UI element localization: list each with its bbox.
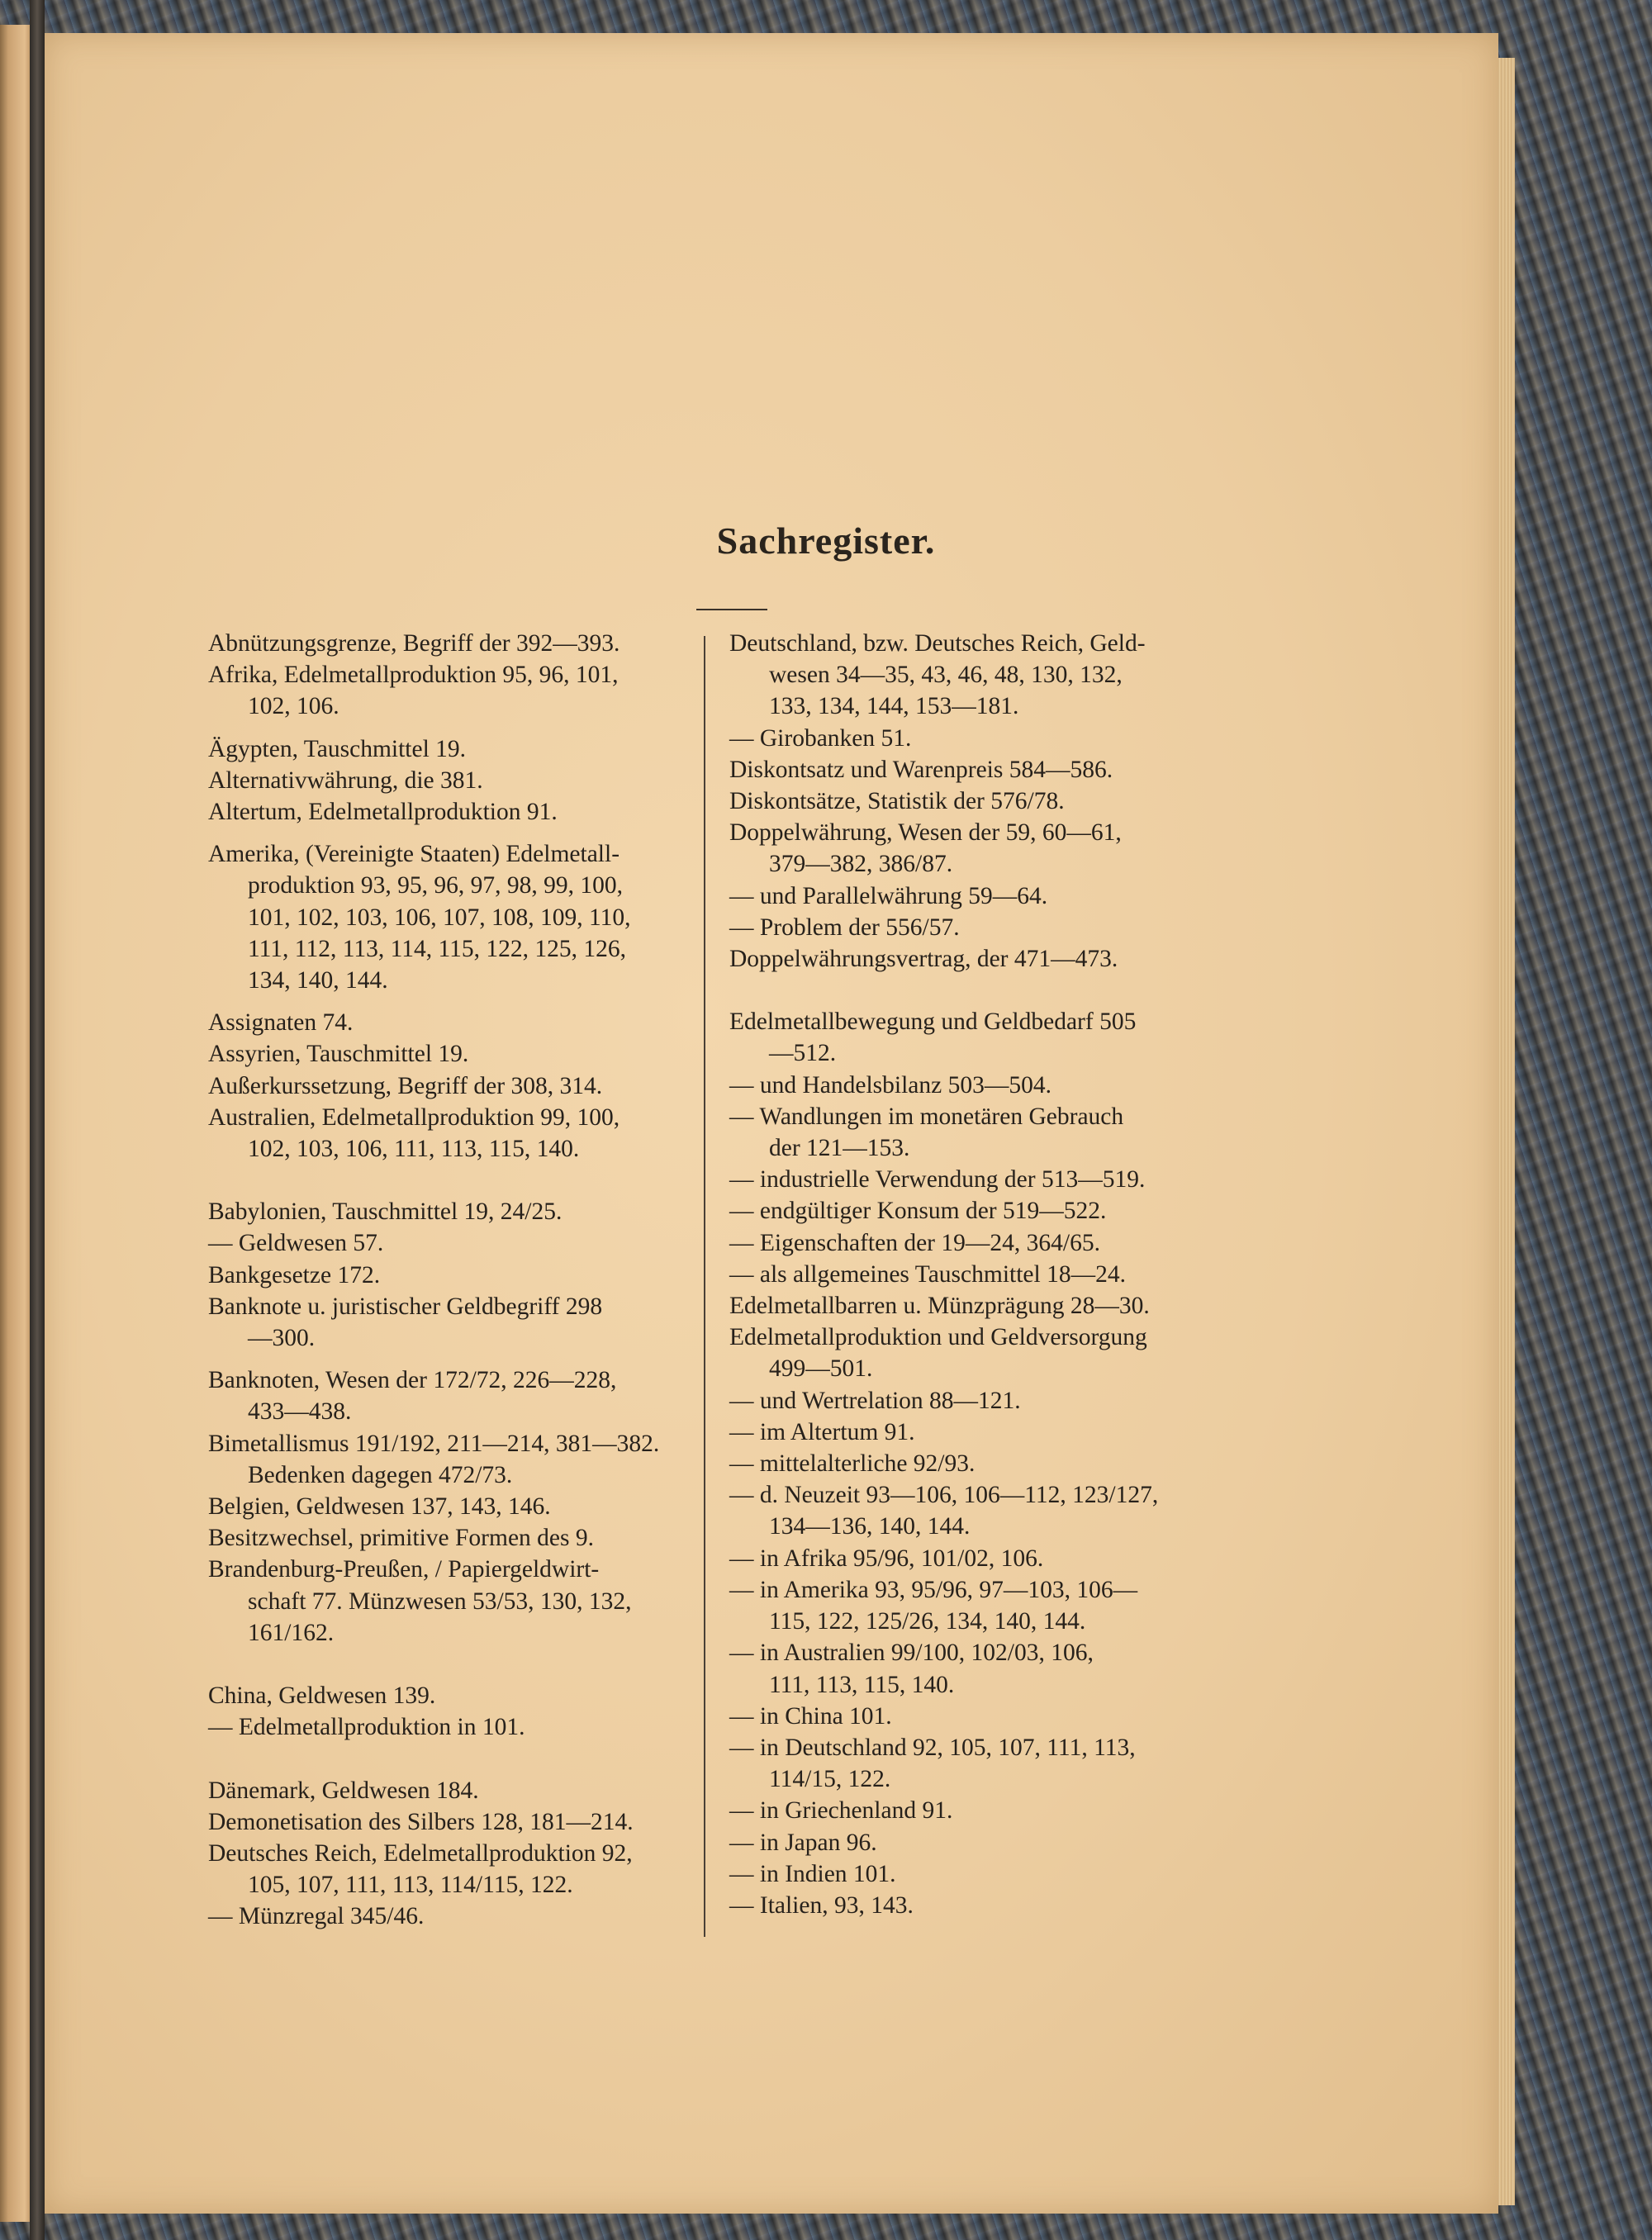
index-entry: Brandenburg-Preußen, / Papiergeldwirt- schaft 77. Münzwesen 53/53, 130, 132, 161/162. bbox=[208, 1556, 632, 1646]
index-entry: Amerika, (Vereinigte Staaten) Edelmetall- produktion 93, 95, 96, 97, 98, 99, 100, 101, 102, 103, 106, 107, 108, 109, 110, 111, 112, 113, 114, 115, 122, 125, 126, 134, 140, 144. bbox=[208, 841, 631, 994]
index-column-right bbox=[729, 628, 1217, 1921]
index-entry: — industrielle Verwendung der 513—519. bbox=[729, 1166, 1146, 1194]
index-entry: — Girobanken 51. bbox=[729, 724, 912, 752]
index-entry: Dänemark, Geldwesen 184. bbox=[208, 1777, 479, 1804]
spacer bbox=[208, 996, 694, 1007]
index-entry: — Problem der 556/57. bbox=[729, 914, 960, 941]
index-entry: Altertum, Edelmetallproduktion 91. bbox=[208, 799, 558, 826]
index-entry: Australien, Edelmetallproduktion 99, 100, 102, 103, 106, 111, 113, 115, 140. bbox=[208, 1103, 620, 1163]
index-entry: — Edelmetallproduktion in 101. bbox=[208, 1714, 525, 1741]
index-entry: — Münzregal 345/46. bbox=[208, 1903, 425, 1930]
facing-page-edge bbox=[0, 25, 30, 2222]
book-gutter bbox=[30, 0, 45, 2240]
spacer bbox=[208, 828, 694, 838]
index-column-left bbox=[208, 628, 694, 1933]
spacer bbox=[208, 1354, 694, 1364]
index-entry: — als allgemeines Tauschmittel 18—24. bbox=[729, 1260, 1126, 1288]
index-entry: — endgültiger Konsum der 519—522. bbox=[729, 1198, 1107, 1225]
index-entry: Assignaten 74. bbox=[208, 1009, 354, 1037]
index-entry: China, Geldwesen 139. bbox=[208, 1682, 436, 1710]
index-entry: Belgien, Geldwesen 137, 143, 146. bbox=[208, 1493, 551, 1521]
index-entry: Diskontsatz und Warenpreis 584—586. bbox=[729, 756, 1113, 783]
index-entry: Deutsches Reich, Edelmetallproduktion 92, 105, 107, 111, 113, 114/115, 122. bbox=[208, 1839, 633, 1899]
index-entry: Edelmetallproduktion und Geldversorgung 499—501. bbox=[729, 1324, 1147, 1383]
index-entry: — in Australien 99/100, 102/03, 106, 111, 113, 115, 140. bbox=[729, 1640, 1094, 1698]
spacer bbox=[208, 723, 694, 733]
index-entry: — in Indien 101. bbox=[729, 1860, 896, 1887]
title-rule bbox=[696, 609, 767, 610]
index-entry: — d. Neuzeit 93—106, 106—112, 123/127, 134—136, 140, 144. bbox=[729, 1482, 1159, 1540]
index-entry: Afrika, Edelmetallproduktion 95, 96, 101, 102, 106. bbox=[208, 662, 619, 720]
index-entry: — in China 101. bbox=[729, 1702, 892, 1730]
index-entry: Außerkurssetzung, Begriff der 308, 314. bbox=[208, 1072, 603, 1099]
index-entry: Banknote u. juristischer Geldbegriff 298 —300. bbox=[208, 1293, 603, 1352]
section-spacer bbox=[729, 975, 1217, 1006]
index-entry: — mittelalterliche 92/93. bbox=[729, 1450, 976, 1478]
index-entry: — und Handelsbilanz 503—504. bbox=[729, 1071, 1051, 1099]
index-entry: Edelmetallbewegung und Geldbedarf 505 —512. bbox=[729, 1008, 1137, 1067]
index-entry: — Wandlungen im monetären Gebrauch der 121—153. bbox=[729, 1103, 1124, 1162]
index-entry: — Geldwesen 57. bbox=[208, 1230, 384, 1257]
index-entry: Assyrien, Tauschmittel 19. bbox=[208, 1041, 469, 1068]
section-spacer bbox=[208, 1649, 694, 1680]
page-title: Sachregister. bbox=[716, 520, 936, 562]
index-entry: — in Afrika 95/96, 101/02, 106. bbox=[729, 1545, 1044, 1572]
index-entry: Bankgesetze 172. bbox=[208, 1261, 381, 1288]
index-entry: Ägypten, Tauschmittel 19. bbox=[208, 735, 467, 762]
section-spacer bbox=[208, 1165, 694, 1196]
index-entry: Doppelwährungsvertrag, der 471—473. bbox=[729, 946, 1118, 973]
index-entry: Deutschland, bzw. Deutsches Reich, Geld- wesen 34—35, 43, 46, 48, 130, 132, 133, 134, 144, 153—181. bbox=[729, 630, 1146, 720]
index-entry: — und Wertrelation 88—121. bbox=[729, 1387, 1021, 1414]
index-entry: Diskontsätze, Statistik der 576/78. bbox=[729, 788, 1065, 815]
index-entry: — in Amerika 93, 95/96, 97—103, 106— 115, 122, 125/26, 134, 140, 144. bbox=[729, 1576, 1138, 1635]
index-entry: — im Altertum 91. bbox=[729, 1418, 915, 1445]
index-entry: Doppelwährung, Wesen der 59, 60—61, 379—382, 386/87. bbox=[729, 819, 1122, 878]
index-entry: Banknoten, Wesen der 172/72, 226—228, 433—438. bbox=[208, 1367, 617, 1426]
index-entry: Alternativwährung, die 381. bbox=[208, 766, 483, 794]
index-entry: Bimetallismus 191/192, 211—214, 381—382. Bedenken dagegen 472/73. bbox=[208, 1430, 660, 1488]
index-entry: Demonetisation des Silbers 128, 181—214. bbox=[208, 1808, 634, 1835]
index-entry: Edelmetallbarren u. Münzprägung 28—30. bbox=[729, 1293, 1150, 1320]
index-entry: — in Japan 96. bbox=[729, 1829, 877, 1856]
index-entry: — Eigenschaften der 19—24, 364/65. bbox=[729, 1229, 1100, 1256]
section-spacer bbox=[208, 1744, 694, 1775]
index-entry: — Italien, 93, 143. bbox=[729, 1891, 914, 1919]
index-entry: Besitzwechsel, primitive Formen des 9. bbox=[208, 1525, 594, 1552]
index-entry: Babylonien, Tauschmittel 19, 24/25. bbox=[208, 1198, 563, 1226]
column-divider bbox=[704, 636, 705, 1937]
index-entry: — und Parallelwährung 59—64. bbox=[729, 882, 1048, 909]
index-entry: — in Griechenland 91. bbox=[729, 1797, 953, 1825]
index-entry: — in Deutschland 92, 105, 107, 111, 113, 114/15, 122. bbox=[729, 1734, 1136, 1793]
index-entry: Abnützungsgrenze, Begriff der 392—393. bbox=[208, 630, 620, 657]
